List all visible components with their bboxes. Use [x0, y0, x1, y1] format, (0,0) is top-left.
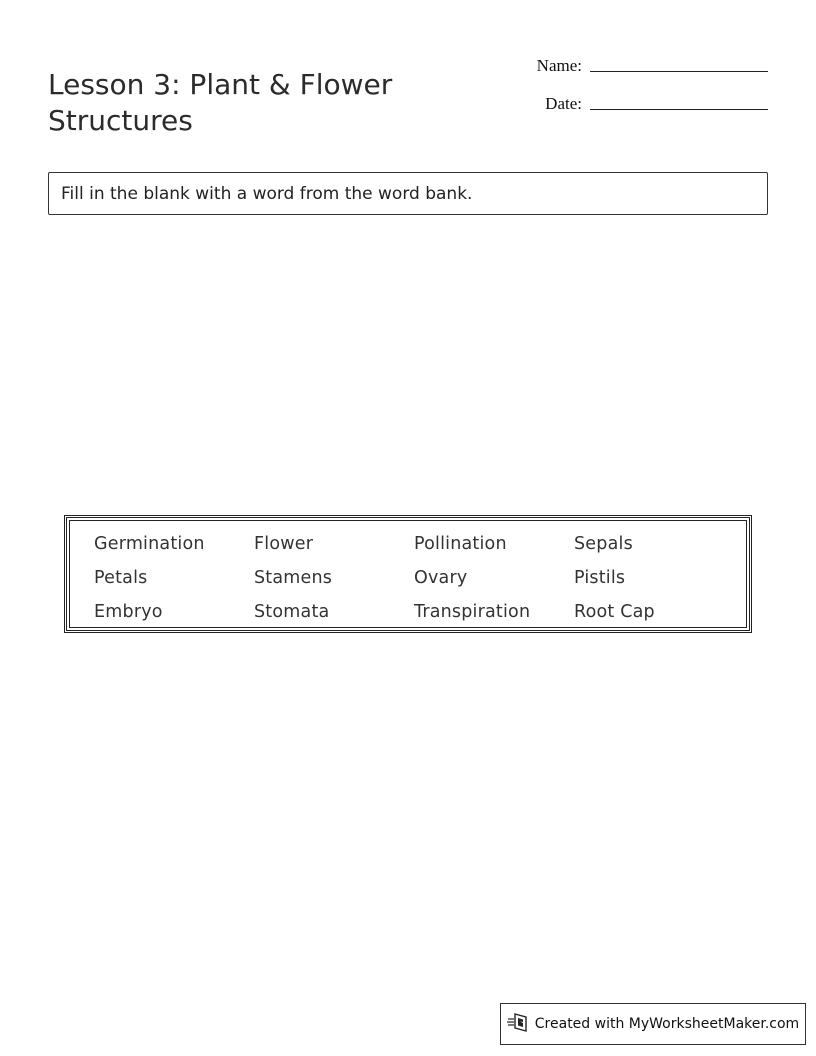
word-bank-item: Stomata [254, 602, 330, 622]
footer-credit[interactable] [500, 1003, 806, 1045]
date-blank-line [590, 109, 768, 110]
word-bank-item: Pistils [574, 568, 626, 588]
word-bank-item: Embryo [94, 602, 163, 622]
instructions-text: Fill in the blank with a word from the word bank. [61, 183, 473, 204]
date-label: Date: [545, 94, 582, 113]
name-blank-line [590, 71, 768, 72]
word-bank-item: Ovary [414, 568, 468, 588]
name-field [537, 52, 768, 76]
word-bank-item: Sepals [574, 534, 633, 554]
word-bank-item: Stamens [254, 568, 333, 588]
word-bank-item: Flower [254, 534, 314, 554]
word-bank-item: Root Cap [574, 602, 655, 622]
footer-text: Created with MyWorksheetMaker.com [534, 1016, 800, 1032]
word-bank-item: Transpiration [414, 602, 531, 622]
date-field [545, 90, 768, 114]
word-bank-item: Petals [94, 568, 148, 588]
worksheet-title: Lesson 3: Plant & Flower Structures [48, 67, 393, 137]
name-label: Name: [536, 56, 582, 75]
word-bank-item: Germination [94, 534, 205, 554]
word-bank-grid [94, 527, 739, 629]
word-bank-item: Pollination [414, 534, 507, 554]
word-bank [64, 515, 752, 633]
worksheet-maker-logo-icon [507, 1011, 535, 1037]
instructions-box [48, 172, 768, 215]
